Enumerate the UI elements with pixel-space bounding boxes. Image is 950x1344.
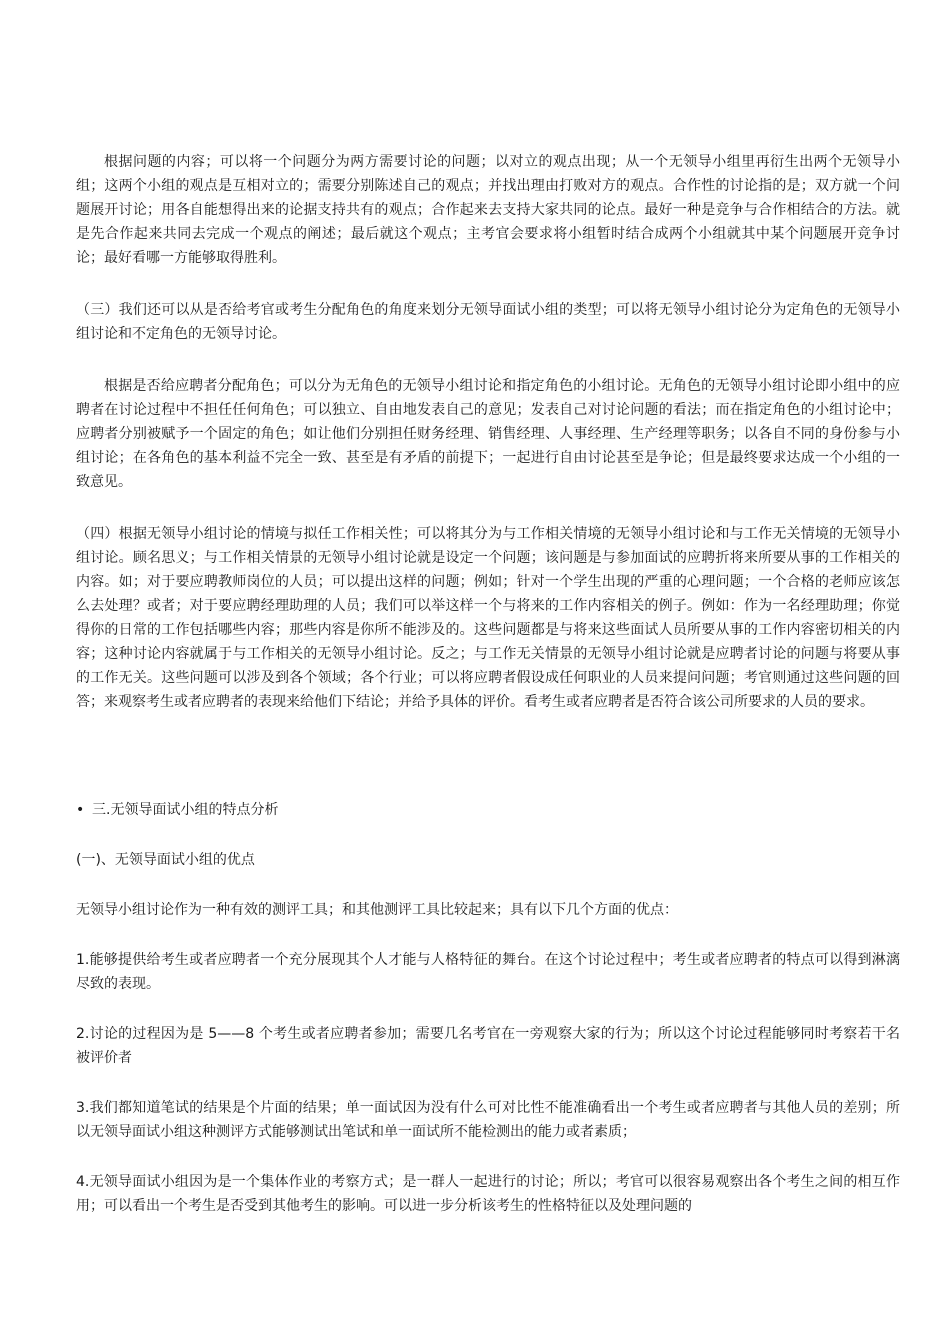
paragraph-section-three: （三）我们还可以从是否给考官或考生分配角色的角度来划分无领导面试小组的类型；可以将无领导小组讨论分为定角色的无领导小组讨论和不定角色的无领导讨论。 bbox=[76, 302, 900, 342]
section-heading-three bbox=[76, 798, 278, 822]
paragraph-section-four: （四）根据无领导小组讨论的情境与拟任工作相关性；可以将其分为与工作相关情境的无领导小组讨论和与工作无关情境的无领导小组讨论。顾名思义；与工作相关情景的无领导小组讨论就是设定一个问题；该问题是与参加面试的应聘折将来所要从事的工作相关的内容。如；对于要应聘教师岗位的人员；可以提出这样的问题；例如；针对一个学生出现的严重的心理问题；一个合格的老师应该怎么去处理？或者；对于要应聘经理助理的人员；我们可以举这样一个与将来的工作内容相关的例子。例如：作为一名经理助理；你觉得你的日常的工作包括哪些内容；那些内容是你所不能涉及的。这些问题都是与将来这些面试人员所要从事的工作内容密切相关的内容；这种讨论内容就属于与工作相关的无领导小组讨论。反之；与工作无关情景的无领导小组讨论就是应聘者讨论的问题与将要从事的工作无关。这些问题可以涉及到各个领域；各个行业；可以将应聘者假设成任何职业的人员来提问问题；考官则通过这些问题的回答；来观察考生或者应聘者的表现来给他们下结论；并给予具体的评价。看考生或者应聘者是否符合该公司所要求的人员的要求。 bbox=[76, 526, 900, 710]
paragraph-advantages-intro: 无领导小组讨论作为一种有效的测评工具；和其他测评工具比较起来；具有以下几个方面的优点： bbox=[76, 902, 678, 918]
list-item-advantage-2: 2.讨论的过程因为是 5——8 个考生或者应聘者参加；需要几名考官在一旁观察大家的行为；所以这个讨论过程能够同时考察若干名被评价者 bbox=[76, 1026, 900, 1066]
list-item-advantage-3: 3.我们都知道笔试的结果是个片面的结果；单一面试因为没有什么可对比性不能准确看出一个考生或者应聘者与其他人员的差别；所以无领导面试小组这种测评方式能够测试出笔试和单一面试所不能检测出的能力或者素质； bbox=[76, 1100, 900, 1140]
section-heading-text: 三.无领导面试小组的特点分析 bbox=[92, 802, 279, 818]
list-item-advantage-1: 1.能够提供给考生或者应聘者一个充分展现其个人才能与人格特征的舞台。在这个讨论过程中；考生或者应聘者的特点可以得到淋漓尽致的表现。 bbox=[76, 952, 900, 992]
paragraph-role-assignment: 根据是否给应聘者分配角色；可以分为无角色的无领导小组讨论和指定角色的小组讨论。无角色的无领导小组讨论即小组中的应聘者在讨论过程中不担任任何角色；可以独立、自由地发表自己的意见；发表自己对讨论问题的看法；而在指定角色的小组讨论中；应聘者分别被赋予一个固定的角色；如让他们分别担任财务经理、销售经理、人事经理、生产经理等职务；以各自不同的身份参与小组讨论；在各角色的基本利益不完全一致、甚至是有矛盾的前提下；一起进行自由讨论甚至是争论；但是最终要求达成一个小组的一致意见。 bbox=[76, 378, 900, 490]
subheading-advantages: (一)、无领导面试小组的优点 bbox=[76, 852, 255, 868]
paragraph-competition-cooperation: 根据问题的内容；可以将一个问题分为两方需要讨论的问题；以对立的观点出现；从一个无领导小组里再衍生出两个无领导小组；这两个小组的观点是互相对立的；需要分别陈述自己的观点；并找出理由打败对方的观点。合作性的讨论指的是；双方就一个问题展开讨论；用各自能想得出来的论据支持共有的观点；合作起来去支持大家共同的论点。最好一种是竞争与合作相结合的方法。就是先合作起来共同去完成一个观点的阐述；最后就这个观点；主考官会要求将小组暂时结合成两个小组就其中某个问题展开竞争讨论；最好看哪一方能够取得胜利。 bbox=[76, 154, 900, 266]
bullet-icon: • bbox=[76, 802, 85, 818]
list-item-advantage-4: 4.无领导面试小组因为是一个集体作业的考察方式；是一群人一起进行的讨论；所以；考官可以很容易观察出各个考生之间的相互作用；可以看出一个考生是否受到其他考生的影响。可以进一步分析该考生的性格特征以及处理问题的 bbox=[76, 1174, 900, 1214]
